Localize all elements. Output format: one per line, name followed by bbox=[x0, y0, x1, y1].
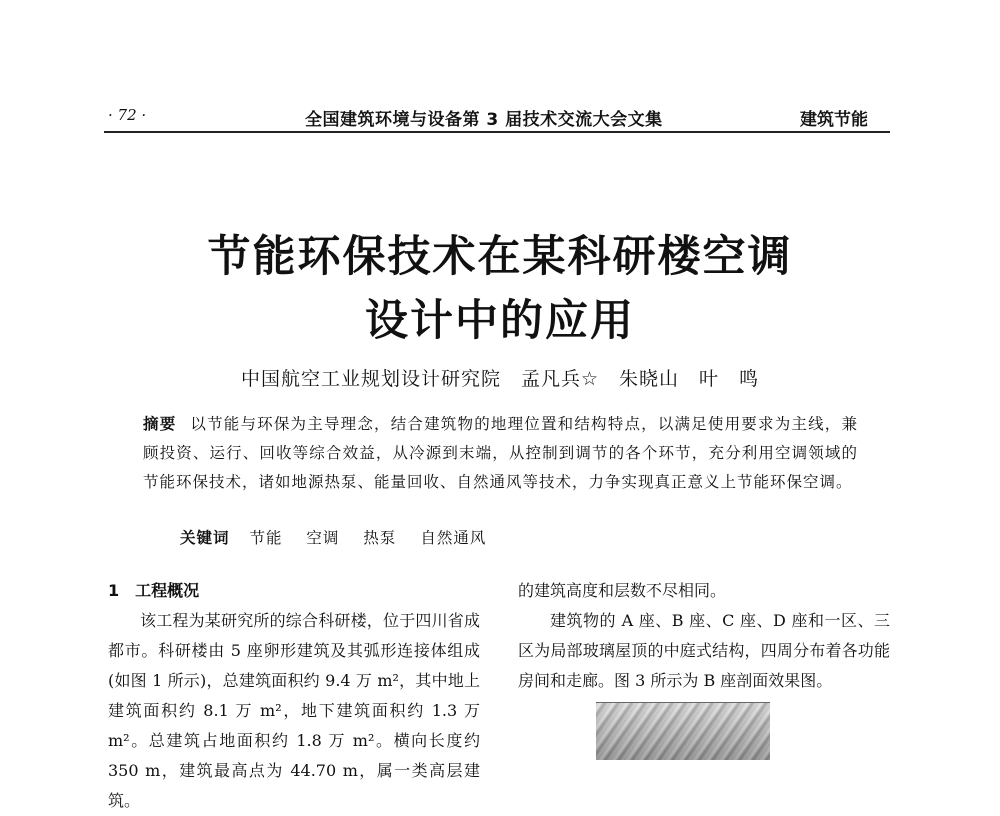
author-line: 中国航空工业规划设计研究院 孟凡兵☆ 朱晓山 叶 鸣 bbox=[240, 368, 760, 390]
paper-title-line2: 设计中的应用 bbox=[365, 296, 635, 346]
abstract-text: 以节能与环保为主导理念，结合建筑物的地理位置和结构特点，以满足使用要求为主线，兼顾投资、运行、回收等综合效益，从冷源到末端，从控制到调节的各个环节，充分利用空调领域的节能环保技术，诸如地源热泵、能量回收、自然通风等技术，力争实现真正意义上节能环保空调。 bbox=[143, 415, 858, 491]
building-section-figure bbox=[596, 702, 770, 760]
keyword: 热泵 bbox=[363, 529, 397, 547]
continued-text: 的建筑高度和层数不尽相同。 bbox=[518, 581, 727, 600]
paper-title-line1: 节能环保技术在某科研楼空调 bbox=[207, 232, 793, 282]
abstract bbox=[143, 410, 858, 497]
body-paragraph: 该工程为某研究所的综合科研楼，位于四川省成都市。科研楼由 5 座卵形建筑及其弧形连接体组成(如图 1 所示)，总建筑面积约 9.4 万 m²，其中地上建筑面积约 8.1 万 m²，地下建筑面积约 1.3 万 m²。总建筑占地面积约 1.8 万 m²。横向长度约 350 m，建筑最高点为 44.70 m，属一类高层建筑。 bbox=[108, 611, 480, 810]
left-column bbox=[108, 576, 480, 816]
section-name: 建筑节能 bbox=[800, 110, 868, 130]
keywords-label: 关键词 bbox=[180, 529, 230, 547]
figure-shading bbox=[596, 703, 770, 760]
journal-title: 全国建筑环境与设备第 3 届技术交流大会文集 bbox=[305, 110, 663, 130]
keywords bbox=[180, 526, 504, 548]
header-rule bbox=[104, 131, 890, 133]
page-number: · 72 · bbox=[108, 106, 147, 124]
section-number: 1 bbox=[108, 581, 120, 600]
right-column bbox=[518, 576, 890, 696]
section-title: 工程概况 bbox=[135, 581, 200, 600]
keyword: 节能 bbox=[249, 529, 283, 547]
keyword: 空调 bbox=[306, 529, 340, 547]
keyword: 自然通风 bbox=[420, 529, 487, 547]
body-paragraph: 建筑物的 A 座、B 座、C 座、D 座和一区、三区为局部玻璃屋顶的中庭式结构，四周分布着各功能房间和走廊。图 3 所示为 B 座剖面效果图。 bbox=[518, 611, 890, 690]
section-heading bbox=[108, 576, 480, 606]
abstract-label: 摘要 bbox=[143, 415, 177, 433]
